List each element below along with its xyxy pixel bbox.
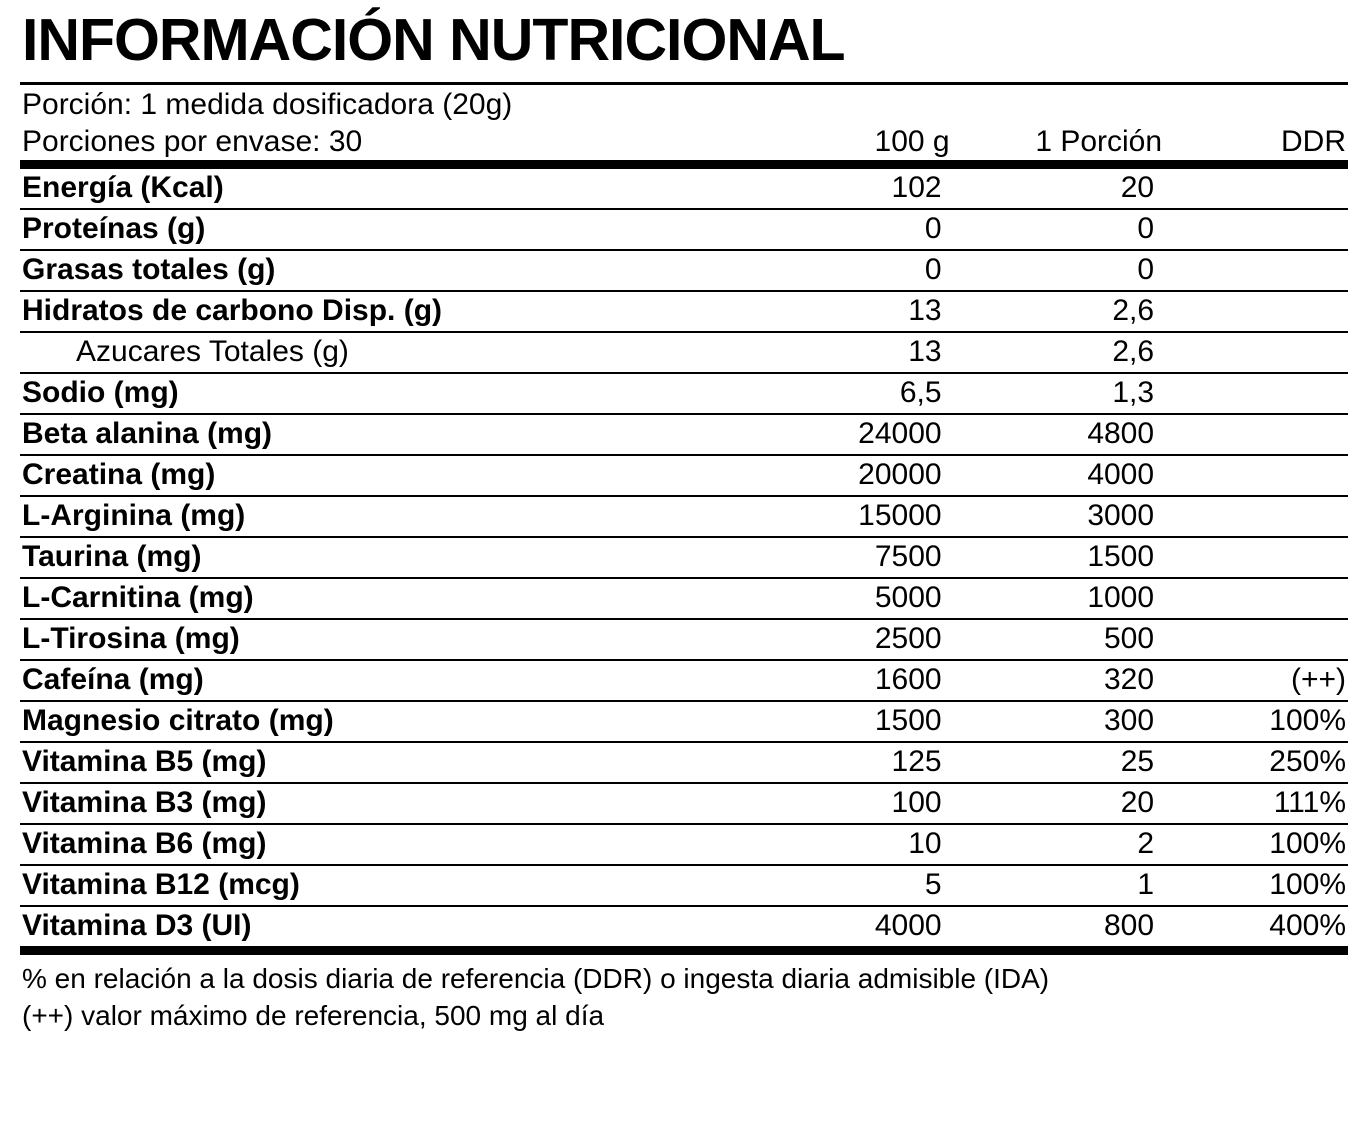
table-row — [20, 169, 1348, 209]
nutrient-value-100g: 20000 — [737, 455, 949, 496]
nutrient-name: Azucares Totales (g) — [20, 332, 737, 373]
nutrient-name: Beta alanina (mg) — [20, 414, 737, 455]
table-row — [20, 742, 1348, 783]
footnote-ddr: % en relación a la dosis diaria de referencia (DDR) o ingesta diaria admisible (IDA) — [22, 963, 1050, 995]
nutrient-name: Sodio (mg) — [20, 373, 737, 414]
nutrient-value-portion: 4800 — [950, 414, 1162, 455]
nutrient-value-ddr: (++) — [1162, 660, 1348, 701]
table-row — [20, 537, 1348, 578]
nutrient-value-100g: 13 — [737, 332, 949, 373]
nutrient-value-ddr — [1162, 373, 1348, 414]
column-header-portion: 1 Porción — [1035, 124, 1163, 158]
nutrient-value-portion: 1000 — [950, 578, 1162, 619]
nutrient-name: Vitamina B6 (mg) — [20, 824, 737, 865]
column-header-100g: 100 g — [874, 124, 950, 158]
nutrient-value-ddr — [1162, 332, 1348, 373]
nutrient-value-100g: 4000 — [874, 909, 942, 943]
table-row — [20, 865, 1348, 906]
nutrient-value-100g: 13 — [737, 291, 949, 332]
nutrient-value-100g: 7500 — [737, 537, 949, 578]
nutrient-name: Vitamina B5 (mg) — [20, 742, 737, 783]
nutrient-value-portion: 2 — [950, 824, 1162, 865]
nutrient-value-100g: 1600 — [737, 660, 949, 701]
nutrient-value-100g: 15000 — [737, 496, 949, 537]
table-row — [20, 209, 1348, 250]
table-row — [20, 619, 1348, 660]
divider-header — [20, 160, 1348, 169]
nutrient-value-portion: 1,3 — [950, 373, 1162, 414]
serving-info-row — [20, 85, 1348, 160]
nutrient-value-portion: 20 — [950, 783, 1162, 824]
table-row — [20, 578, 1348, 619]
nutrient-name: Creatina (mg) — [20, 455, 737, 496]
column-header-ddr: DDR — [1281, 124, 1346, 158]
nutrient-value-portion: 0 — [950, 250, 1162, 291]
nutrient-value-100g: 102 — [737, 169, 949, 209]
divider-bottom — [20, 946, 1348, 955]
nutrient-value-ddr — [1162, 414, 1348, 455]
nutrient-value-portion: 1500 — [950, 537, 1162, 578]
nutrient-value-portion: 300 — [950, 701, 1162, 742]
table-row — [20, 660, 1348, 701]
nutrient-table — [20, 169, 1348, 946]
table-row — [20, 455, 1348, 496]
nutrient-value-100g: 0 — [737, 209, 949, 250]
table-row — [20, 783, 1348, 824]
nutrient-name: Cafeína (mg) — [20, 660, 737, 701]
nutrient-value-ddr — [1162, 455, 1348, 496]
nutrient-name: Proteínas (g) — [20, 209, 737, 250]
nutrient-value-ddr — [1162, 578, 1348, 619]
table-row — [20, 373, 1348, 414]
serving-header-table — [20, 85, 1348, 160]
table-row — [20, 496, 1348, 537]
nutrient-value-ddr: 100% — [1162, 701, 1348, 742]
nutrient-value-ddr: 100% — [1162, 824, 1348, 865]
nutrient-value-portion: 4000 — [950, 455, 1162, 496]
serving-info — [20, 85, 737, 160]
table-row — [20, 291, 1348, 332]
serving-per-container: Porciones por envase: 30 — [22, 124, 363, 158]
nutrient-value-ddr: 100% — [1162, 865, 1348, 906]
nutrient-value-portion: 500 — [950, 619, 1162, 660]
nutrient-name: Magnesio citrato (mg) — [20, 701, 737, 742]
nutrient-value-100g: 1500 — [737, 701, 949, 742]
nutrient-value-portion: 2,6 — [950, 291, 1162, 332]
nutrient-value-ddr — [1162, 250, 1348, 291]
footnote-caffeine: (++) valor máximo de referencia, 500 mg al día — [22, 999, 605, 1031]
table-row — [20, 824, 1348, 865]
nutrient-value-portion: 25 — [950, 742, 1162, 783]
nutrient-name: Vitamina B12 (mcg) — [20, 865, 737, 906]
nutrient-value-portion: 20 — [950, 169, 1162, 209]
nutrient-name: L-Arginina (mg) — [20, 496, 737, 537]
nutrient-value-ddr: 250% — [1162, 742, 1348, 783]
nutrient-value-100g: 2500 — [737, 619, 949, 660]
nutrient-value-ddr — [1162, 496, 1348, 537]
table-row — [20, 414, 1348, 455]
table-row — [20, 701, 1348, 742]
nutrient-value-portion: 2,6 — [950, 332, 1162, 373]
nutrient-value-portion: 3000 — [950, 496, 1162, 537]
nutrient-value-portion: 0 — [950, 209, 1162, 250]
page-title: INFORMACIÓN NUTRICIONAL — [22, 7, 845, 73]
table-row — [20, 906, 1348, 946]
nutrient-value-100g: 0 — [737, 250, 949, 291]
nutrient-value-portion: 320 — [950, 660, 1162, 701]
nutrient-value-100g: 5000 — [737, 578, 949, 619]
nutrient-name: Vitamina B3 (mg) — [20, 783, 737, 824]
nutrient-value-ddr — [1162, 291, 1348, 332]
nutrient-value-portion: 1 — [950, 865, 1162, 906]
nutrient-value-ddr — [1162, 209, 1348, 250]
serving-portion: Porción: 1 medida dosificadora (20g) — [22, 87, 513, 121]
nutrient-value-ddr: 111% — [1162, 783, 1348, 824]
nutrient-value-100g: 10 — [737, 824, 949, 865]
nutrient-name: Vitamina D3 (UI) — [22, 909, 252, 943]
nutrient-value-100g: 125 — [737, 742, 949, 783]
nutrient-value-portion: 800 — [1104, 909, 1155, 943]
nutrient-value-ddr — [1162, 169, 1348, 209]
nutrient-value-ddr — [1162, 619, 1348, 660]
nutrient-value-100g: 6,5 — [737, 373, 949, 414]
footnotes — [20, 955, 1348, 1034]
nutrient-name: Grasas totales (g) — [20, 250, 737, 291]
nutrient-value-ddr — [1162, 537, 1348, 578]
nutrient-name: Hidratos de carbono Disp. (g) — [20, 291, 737, 332]
nutrient-name: Taurina (mg) — [20, 537, 737, 578]
nutrient-name: L-Carnitina (mg) — [20, 578, 737, 619]
nutrient-name: L-Tirosina (mg) — [20, 619, 737, 660]
table-row — [20, 332, 1348, 373]
nutrient-value-ddr: 400% — [1269, 909, 1346, 943]
nutrient-value-100g: 24000 — [737, 414, 949, 455]
nutrient-name: Energía (Kcal) — [20, 169, 737, 209]
nutrient-value-100g: 100 — [737, 783, 949, 824]
table-row — [20, 250, 1348, 291]
nutrient-value-100g: 5 — [737, 865, 949, 906]
